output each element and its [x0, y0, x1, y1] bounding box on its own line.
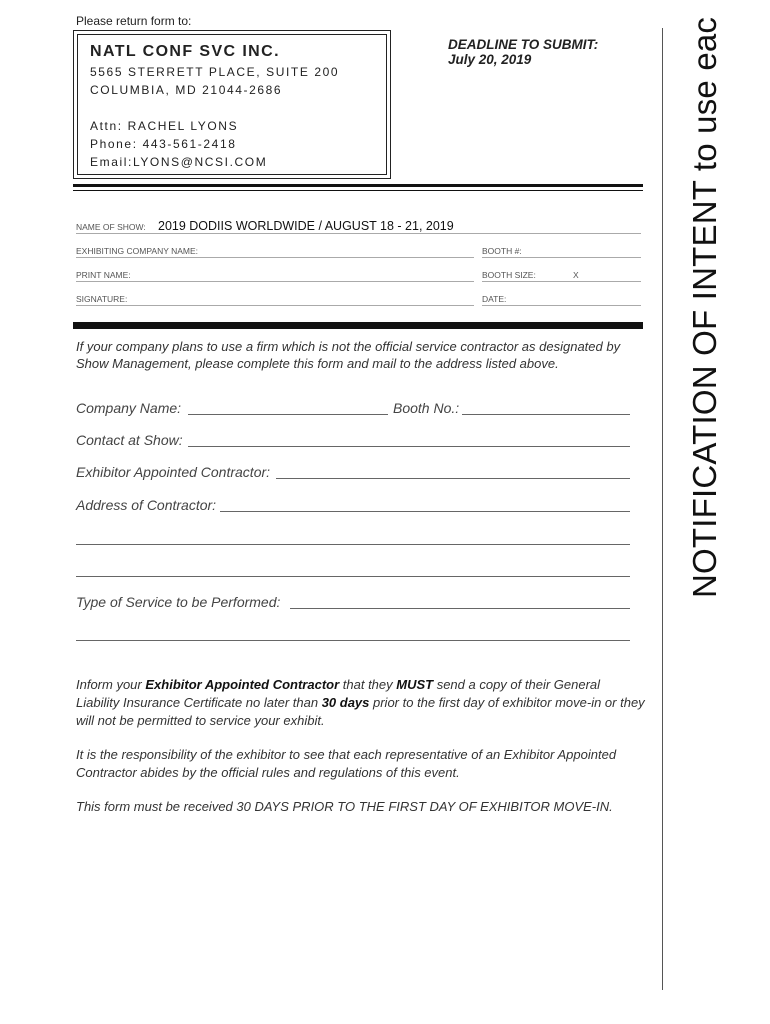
company-name-label: Company Name:	[76, 400, 182, 416]
contact-input[interactable]	[188, 446, 630, 447]
exhibiting-company-label: EXHIBITING COMPANY NAME:	[76, 246, 199, 256]
responsibility-paragraph: It is the responsibility of the exhibitor to see that each representative of an Exhibitor Appointed Contractor abides by the official rules and regulations of this event.	[76, 747, 617, 780]
exhibiting-company-field[interactable]	[76, 257, 474, 258]
vertical-divider	[662, 28, 663, 990]
return-label: Please return form to:	[76, 14, 192, 28]
address-email: Email:LYONS@NCSI.COM	[90, 155, 268, 169]
address-city: COLUMBIA, MD 21044-2686	[90, 83, 283, 97]
show-name-line[interactable]	[76, 233, 641, 234]
eac-input[interactable]	[276, 478, 630, 479]
service-type-input-2[interactable]	[76, 640, 630, 641]
address-street: 5565 STERRETT PLACE, SUITE 200	[90, 65, 340, 79]
date-label: DATE:	[482, 294, 507, 304]
contact-label: Contact at Show:	[76, 432, 183, 448]
divider-thin	[73, 190, 643, 191]
booth-no-input[interactable]	[462, 414, 630, 415]
contractor-address-input-2[interactable]	[76, 544, 630, 545]
deadline-paragraph: This form must be received 30 DAYS PRIOR TO THE FIRST DAY OF EXHIBITOR MOVE-IN.	[76, 799, 613, 814]
service-type-input-1[interactable]	[290, 608, 630, 609]
booth-size-field[interactable]	[482, 281, 641, 282]
address-box	[73, 30, 391, 179]
address-phone: Phone: 443-561-2418	[90, 137, 237, 151]
insurance-paragraph: Inform your Exhibitor Appointed Contractor that they MUST send a copy of their General Liability Insurance Certificate no later than 30 days prior to the first day of exhibitor move-in or they will not be permitted to service your exhibit.	[76, 677, 645, 728]
print-name-field[interactable]	[76, 281, 474, 282]
booth-number-field[interactable]	[482, 257, 641, 258]
contractor-address-input-1[interactable]	[220, 511, 630, 512]
signature-field[interactable]	[76, 305, 474, 306]
date-field[interactable]	[482, 305, 641, 306]
address-attn: Attn: RACHEL LYONS	[90, 119, 239, 133]
service-type-label: Type of Service to be Performed:	[76, 594, 281, 610]
contractor-address-input-3[interactable]	[76, 576, 630, 577]
print-name-label: PRINT NAME:	[76, 270, 131, 280]
company-name-input[interactable]	[188, 414, 388, 415]
booth-size-x: X	[573, 270, 579, 280]
show-name-value: 2019 DODIIS WORLDWIDE / AUGUST 18 - 21, 2019	[158, 219, 454, 233]
booth-number-label: BOOTH #:	[482, 246, 522, 256]
contractor-address-label: Address of Contractor:	[76, 497, 217, 513]
side-title: NOTIFICATION OF INTENT to use eac	[686, 16, 723, 598]
deadline	[448, 37, 598, 67]
signature-label: SIGNATURE:	[76, 294, 128, 304]
section-bar	[73, 322, 643, 329]
booth-no-label: Booth No.:	[393, 400, 460, 416]
deadline-label: DEADLINE TO SUBMIT:	[448, 37, 599, 52]
eac-label: Exhibitor Appointed Contractor:	[76, 464, 271, 480]
deadline-date: July 20, 2019	[448, 52, 532, 67]
show-name-label: NAME OF SHOW:	[76, 222, 146, 232]
booth-size-label: BOOTH SIZE:	[482, 270, 536, 280]
divider-thick	[73, 184, 643, 187]
intro-text: If your company plans to use a firm which is not the official service contractor as designated by Show Management, please complete this form and mail to the address listed above.	[76, 339, 621, 371]
company-name: NATL CONF SVC INC.	[90, 43, 280, 60]
